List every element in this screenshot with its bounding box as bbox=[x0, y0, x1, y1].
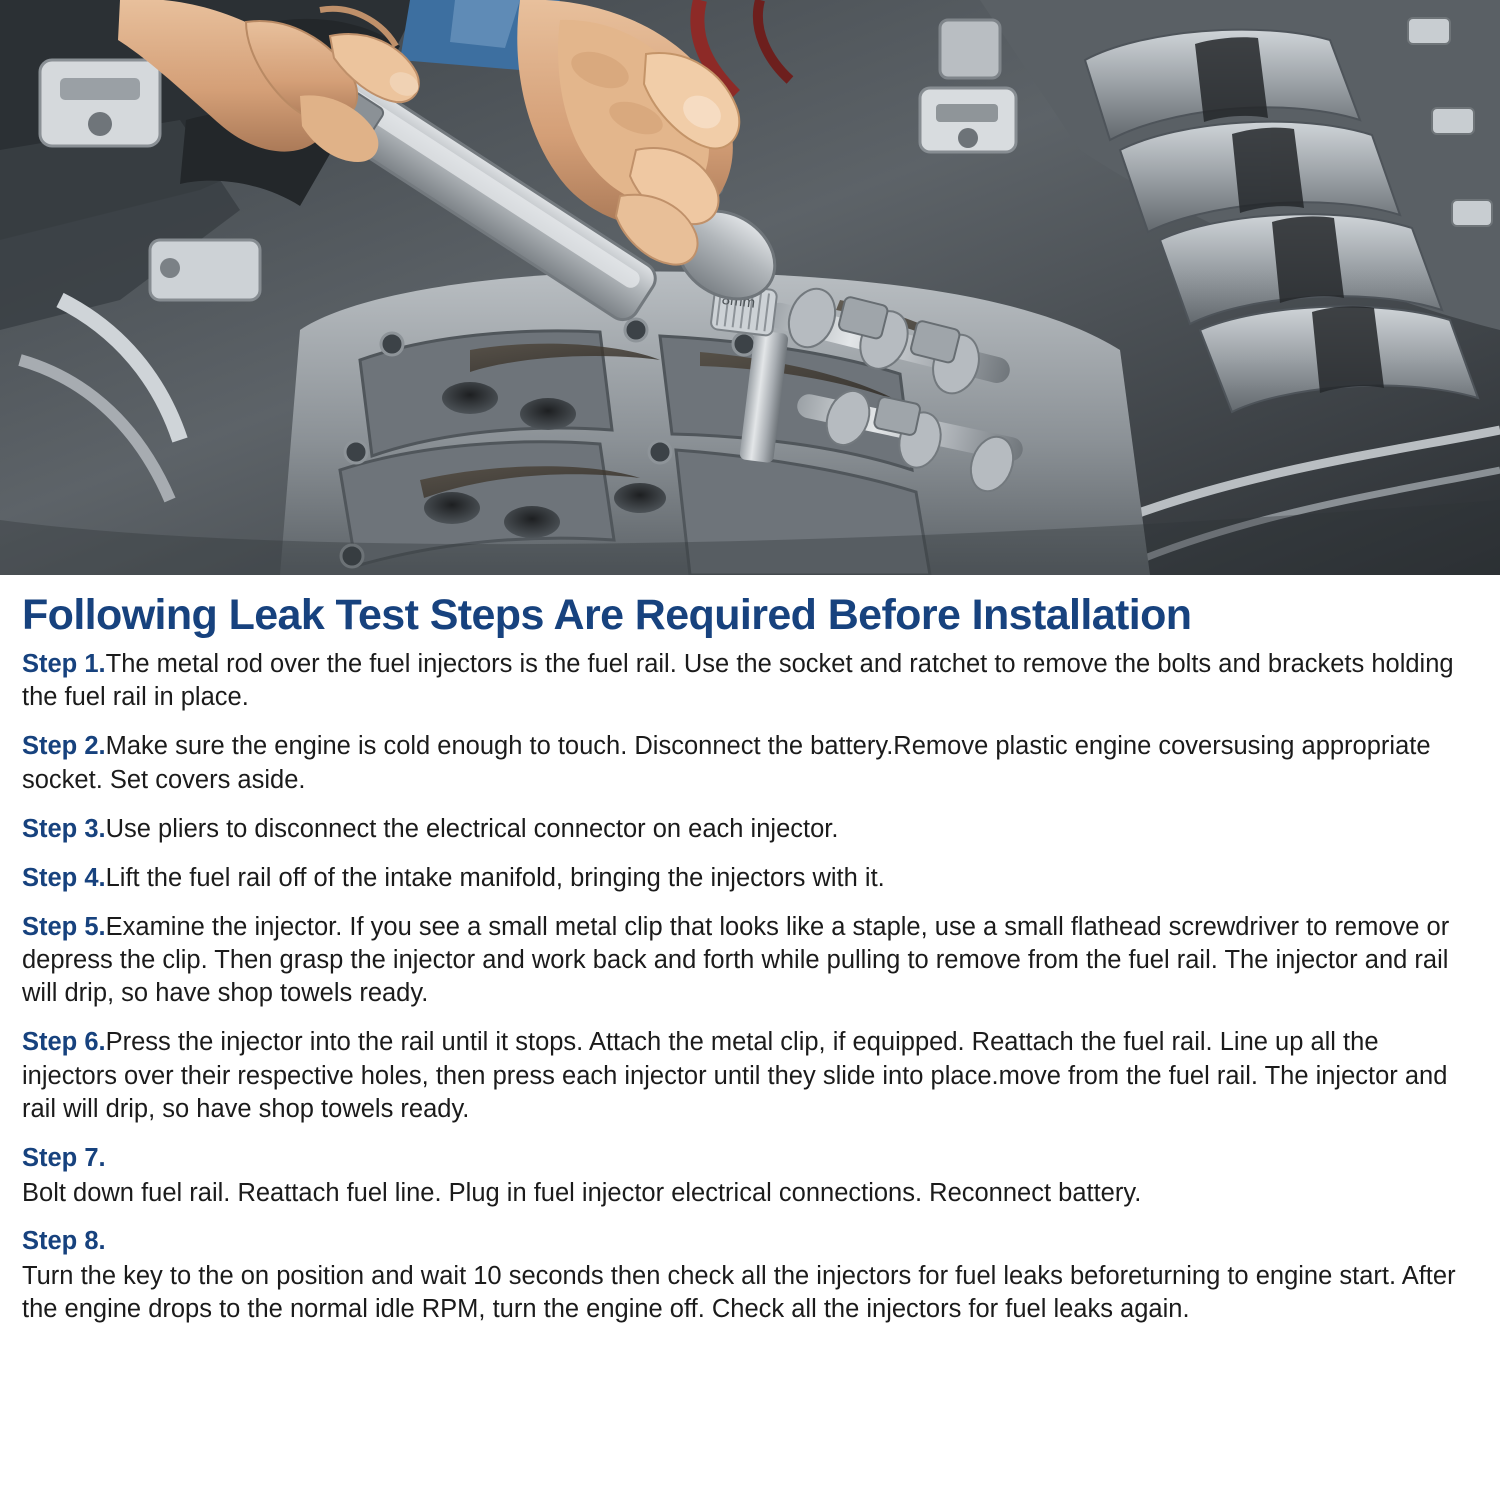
page-title: Following Leak Test Steps Are Required Before Installation bbox=[22, 591, 1192, 639]
step-text-5: Examine the injector. If you see a small metal clip that looks like a staple, use a small flathead screwdriver to remove or depress the clip. Then grasp the injector and work back and forth while pulling to remove from the fuel rail. The injector and rail will drip, so have shop towels ready. bbox=[22, 912, 1450, 1008]
step-label-4: Step 4. bbox=[22, 863, 106, 892]
step-item-8 bbox=[22, 1225, 1478, 1326]
instructions-content bbox=[0, 575, 1500, 1327]
step-item-5 bbox=[22, 911, 1478, 1010]
step-item-3 bbox=[22, 813, 1478, 846]
step-item-4 bbox=[22, 862, 1478, 895]
step-label-1: Step 1. bbox=[22, 650, 106, 679]
step-item-6 bbox=[22, 1026, 1478, 1125]
step-label-5: Step 5. bbox=[22, 912, 106, 941]
engine-bay-photo bbox=[0, 0, 1500, 575]
step-item-1 bbox=[22, 648, 1478, 714]
step-item-2 bbox=[22, 730, 1478, 796]
step-text-3: Use pliers to disconnect the electrical connector on each injector. bbox=[105, 814, 839, 843]
step-text-8: Turn the key to the on position and wait 10 seconds then check all the injectors for fuel leaks beforeturning to engine start. After the engine drops to the normal idle RPM, turn the engine off. Check all the injectors for fuel leaks again. bbox=[22, 1262, 1456, 1324]
step-label-6: Step 6. bbox=[22, 1028, 106, 1057]
step-text-2: Make sure the engine is cold enough to touch. Disconnect the battery.Remove plastic engine coversusing appropriate socket. Set covers aside. bbox=[22, 732, 1431, 794]
step-label-8: Step 8. bbox=[22, 1227, 106, 1256]
step-label-7: Step 7. bbox=[22, 1143, 106, 1172]
socket-size-label: 8mm bbox=[720, 290, 757, 312]
step-label-2: Step 2. bbox=[22, 732, 106, 761]
step-item-7 bbox=[22, 1142, 1478, 1210]
step-text-6: Press the injector into the rail until it stops. Attach the metal clip, if equipped. Reattach the fuel rail. Line up all the injectors over their respective holes, then press each injector until they slide into place.move from the fuel rail. The injector and rail will drip, so have shop towels ready. bbox=[22, 1028, 1448, 1123]
step-text-4: Lift the fuel rail off of the intake manifold, bringing the injectors with it. bbox=[105, 863, 885, 892]
step-text-7: Bolt down fuel rail. Reattach fuel line. Plug in fuel injector electrical connections. Reconnect battery. bbox=[22, 1178, 1142, 1207]
step-text-1: The metal rod over the fuel injectors is the fuel rail. Use the socket and ratchet to remove the bolts and brackets holding the fuel rail in place. bbox=[22, 650, 1454, 712]
step-label-3: Step 3. bbox=[22, 814, 106, 843]
